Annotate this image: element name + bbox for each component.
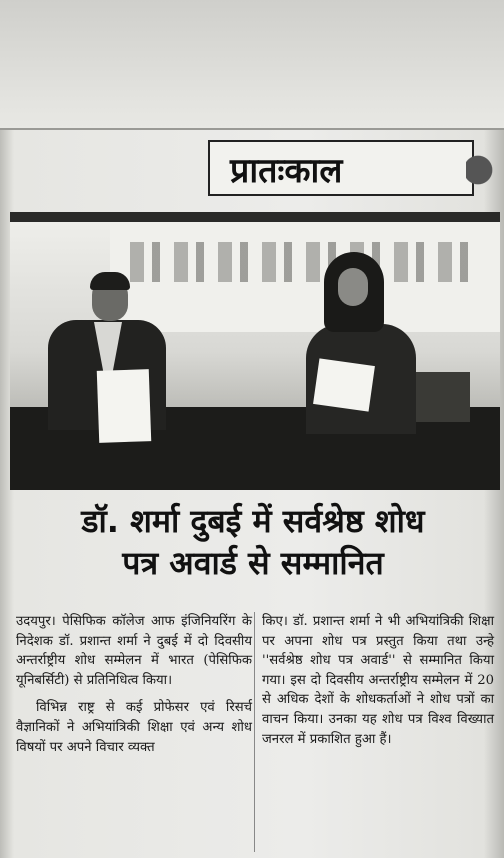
- award-photo: [10, 212, 500, 490]
- column-divider: [254, 612, 255, 852]
- woman-face: [338, 268, 368, 306]
- banner-lettering: [130, 242, 470, 282]
- masthead-ornament: [466, 140, 496, 200]
- certificate-woman: [313, 358, 375, 411]
- paragraph-2: विभिन्न राष्ट्र से कई प्रोफेसर एवं रिसर्च वैज्ञानिकों ने अभियांत्रिकी शिक्षा एवं अन्य शोध विषयों पर अपने विचार व्यक्त: [16, 700, 252, 755]
- masthead-title: प्रातःकाल: [230, 151, 343, 191]
- headline-line-2: पत्र अवार्ड से सम्मानित: [122, 544, 384, 582]
- previous-column-remnant: [0, 0, 504, 130]
- paragraph-3: किए। डॉ. प्रशान्त शर्मा ने भी अभियांत्रिकी शिक्षा पर अपना शोध पत्र प्रस्तुत किया तथा उन्हे ''सर्वश्रेष्ठ शोध पत्र अवार्ड'' से सम्मानित किया गया। इस दो दिवसीय अन्तर्राष्ट्रीय सम्मेलन में 20 से अधिक देशों के शोधकर्ताओं ने शोध पत्रों का वाचन किया। उनका यह शोध पत्र विश्व विख्यात जनरल में प्रकाशित हुआ हैं।: [262, 614, 494, 747]
- article-column-left: [16, 612, 252, 757]
- man-hair: [90, 272, 130, 290]
- headline: [10, 500, 496, 584]
- headline-line-1: डॉ. शर्मा दुबई में सर्वश्रेष्ठ शोध: [81, 502, 425, 540]
- paragraph-1: उदयपुर। पेसिफिक कॉलेज आफ इंजिनियरिंग के निदेशक डॉ. प्रशान्त शर्मा ने दुबई में दो दिवसीय अन्तर्राष्ट्रीय शोध सम्मेलन में भारत (पेसिफिक यूनिबर्सिटी) से प्रतिनिधित्व किया।: [16, 614, 252, 688]
- article-column-right: [262, 612, 494, 749]
- certificate-man: [97, 369, 151, 443]
- top-rule: [0, 128, 504, 130]
- masthead-box: [208, 140, 474, 196]
